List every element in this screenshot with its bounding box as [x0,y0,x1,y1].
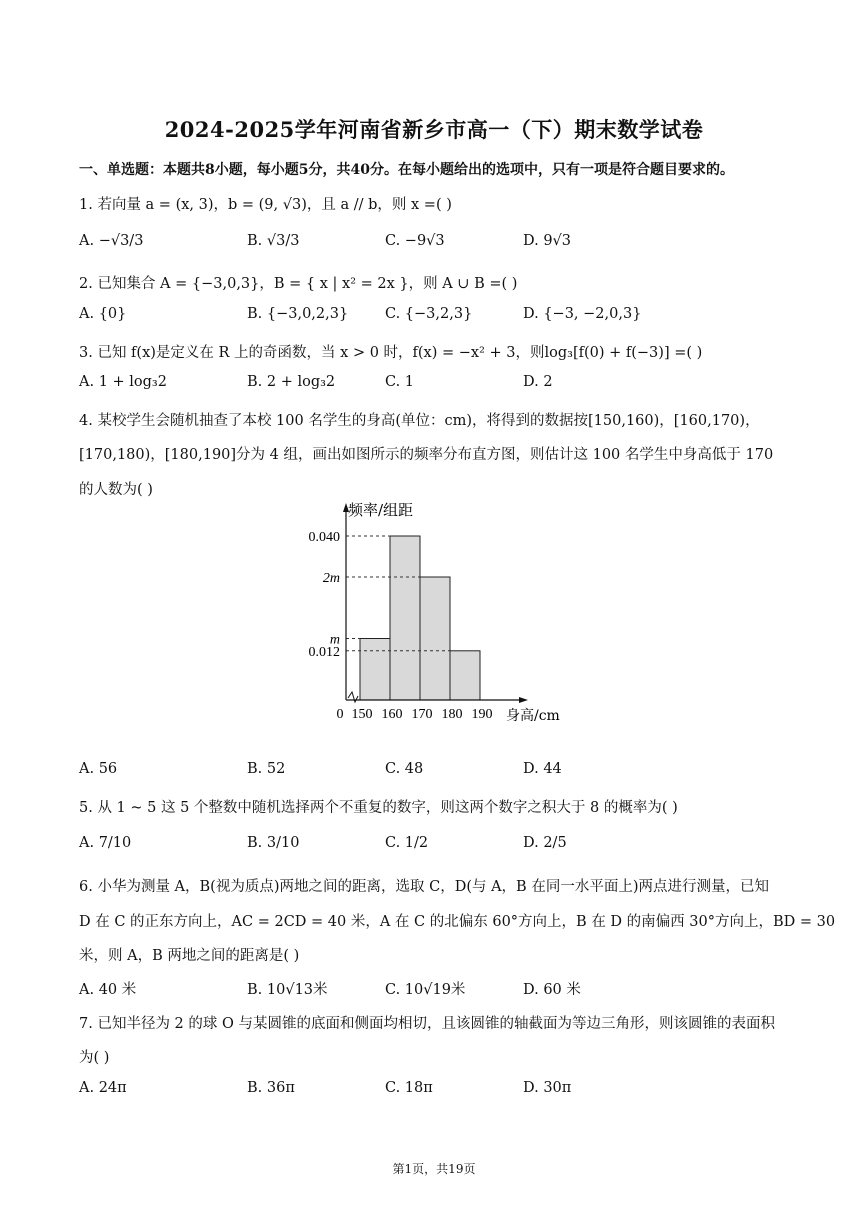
question-3: 3. 已知 f(x)是定义在 R 上的奇函数，当 x > 0 时，f(x) = −x² + 3，则log₃[f(0) + f(−3)] =( ) [79,345,703,361]
question-5: 5. 从 1 ~ 5 这 5 个整数中随机选择两个不重复的数字，则这两个数字之积大于 8 的概率为( ) [79,800,678,816]
question-4-line-3: 的人数为( ) [79,482,153,498]
y-tick-label: 2m [322,571,340,586]
q4-option-c: C. 48 [385,761,424,777]
q2-option-c: C. {−3,2,3} [385,306,473,322]
x-tick-label: 180 [441,707,463,722]
question-2: 2. 已知集合 A = {−3,0,3}，B = { x | x² = 2x }，则 A ∪ B =( ) [79,276,518,292]
x-axis-arrow [519,697,528,703]
q1-option-c: C. −9√3 [385,233,445,249]
question-6-line-1: 6. 小华为测量 A，B(视为质点)两地之间的距离，选取 C，D(与 A，B 在同一水平面上)两点进行测量，已知 [79,879,769,895]
y-tick-label: 0.040 [308,530,340,545]
x-axis-label: 身高/cm [506,708,560,724]
question-6-line-3: 米，则 A，B 两地之间的距离是( ) [79,948,300,964]
y-tick-label: m [329,632,340,648]
q4-option-b: B. 52 [247,761,286,777]
question-7-line-1: 7. 已知半径为 2 的球 O 与某圆锥的底面和侧面均相切，且该圆锥的轴截面为等边三角形，则该圆锥的表面积 [79,1016,775,1032]
q3-option-c: C. 1 [385,374,415,390]
question-1: 1. 若向量 a = (x, 3)，b = (9, √3)，且 a // b，则 x =( ) [79,197,452,213]
q1-option-b: B. √3/3 [247,233,300,249]
x-tick-label: 170 [411,707,433,722]
q6-option-d: D. 60 米 [523,982,581,998]
histogram-bar [450,651,480,700]
q3-option-d: D. 2 [523,374,553,390]
q1-option-a: A. −√3/3 [79,233,144,249]
page-footer: 第1页，共19页 [392,1162,476,1176]
q3-option-a: A. 1 + log₃2 [79,374,167,390]
q5-option-c: C. 1/2 [385,835,429,851]
q7-option-b: B. 36π [247,1080,295,1096]
q7-option-c: C. 18π [385,1080,433,1096]
x-tick-label: 190 [471,707,493,722]
question-6-line-2: D 在 C 的正东方向上，AC = 2CD = 40 米，A 在 C 的北偏东 60°方向上，B 在 D 的南偏西 30°方向上，BD = 30 [79,914,836,930]
histogram-bar [360,639,390,701]
x-tick-label: 160 [381,707,403,722]
q4-option-a: A. 56 [79,761,118,777]
q5-option-d: D. 2/5 [523,835,567,851]
section-heading: 一、单选题：本题共8小题，每小题5分，共40分。在每小题给出的选项中，只有一项是符合题目要求的。 [79,162,734,178]
question-4-line-2: [170,180)，[180,190]分为 4 组，画出如图所示的频率分布直方图，则估计这 100 名学生中身高低于 170 [79,447,774,463]
q2-option-d: D. {−3, −2,0,3} [523,306,642,322]
q4-option-d: D. 44 [523,761,562,777]
q6-option-c: C. 10√19米 [385,982,466,998]
y-axis-label: 频率/组距 [348,501,414,519]
q6-option-a: A. 40 米 [79,982,137,998]
q6-option-b: B. 10√13米 [247,982,328,998]
q5-option-a: A. 7/10 [79,835,132,851]
histogram-figure [290,495,590,734]
histogram-chart [290,495,590,730]
q5-option-b: B. 3/10 [247,835,300,851]
y-tick-label: 0.012 [308,644,340,660]
q7-option-a: A. 24π [79,1080,127,1096]
page-title: 2024-2025学年河南省新乡市高一（下）期末数学试卷 [164,117,704,142]
q2-option-b: B. {−3,0,2,3} [247,306,349,322]
q1-option-d: D. 9√3 [523,233,572,249]
x-tick-label: 150 [351,707,373,722]
question-7-line-2: 为( ) [79,1050,110,1066]
q2-option-a: A. {0} [79,306,127,322]
q3-option-b: B. 2 + log₃2 [247,374,336,390]
histogram-bar [390,536,420,700]
q7-option-d: D. 30π [523,1080,572,1096]
histogram-bar [420,577,450,700]
question-4-line-1: 4. 某校学生会随机抽查了本校 100 名学生的身高(单位：cm)，将得到的数据按[150,160)，[160,170)， [79,413,760,429]
x-tick-label: 0 [336,707,344,722]
